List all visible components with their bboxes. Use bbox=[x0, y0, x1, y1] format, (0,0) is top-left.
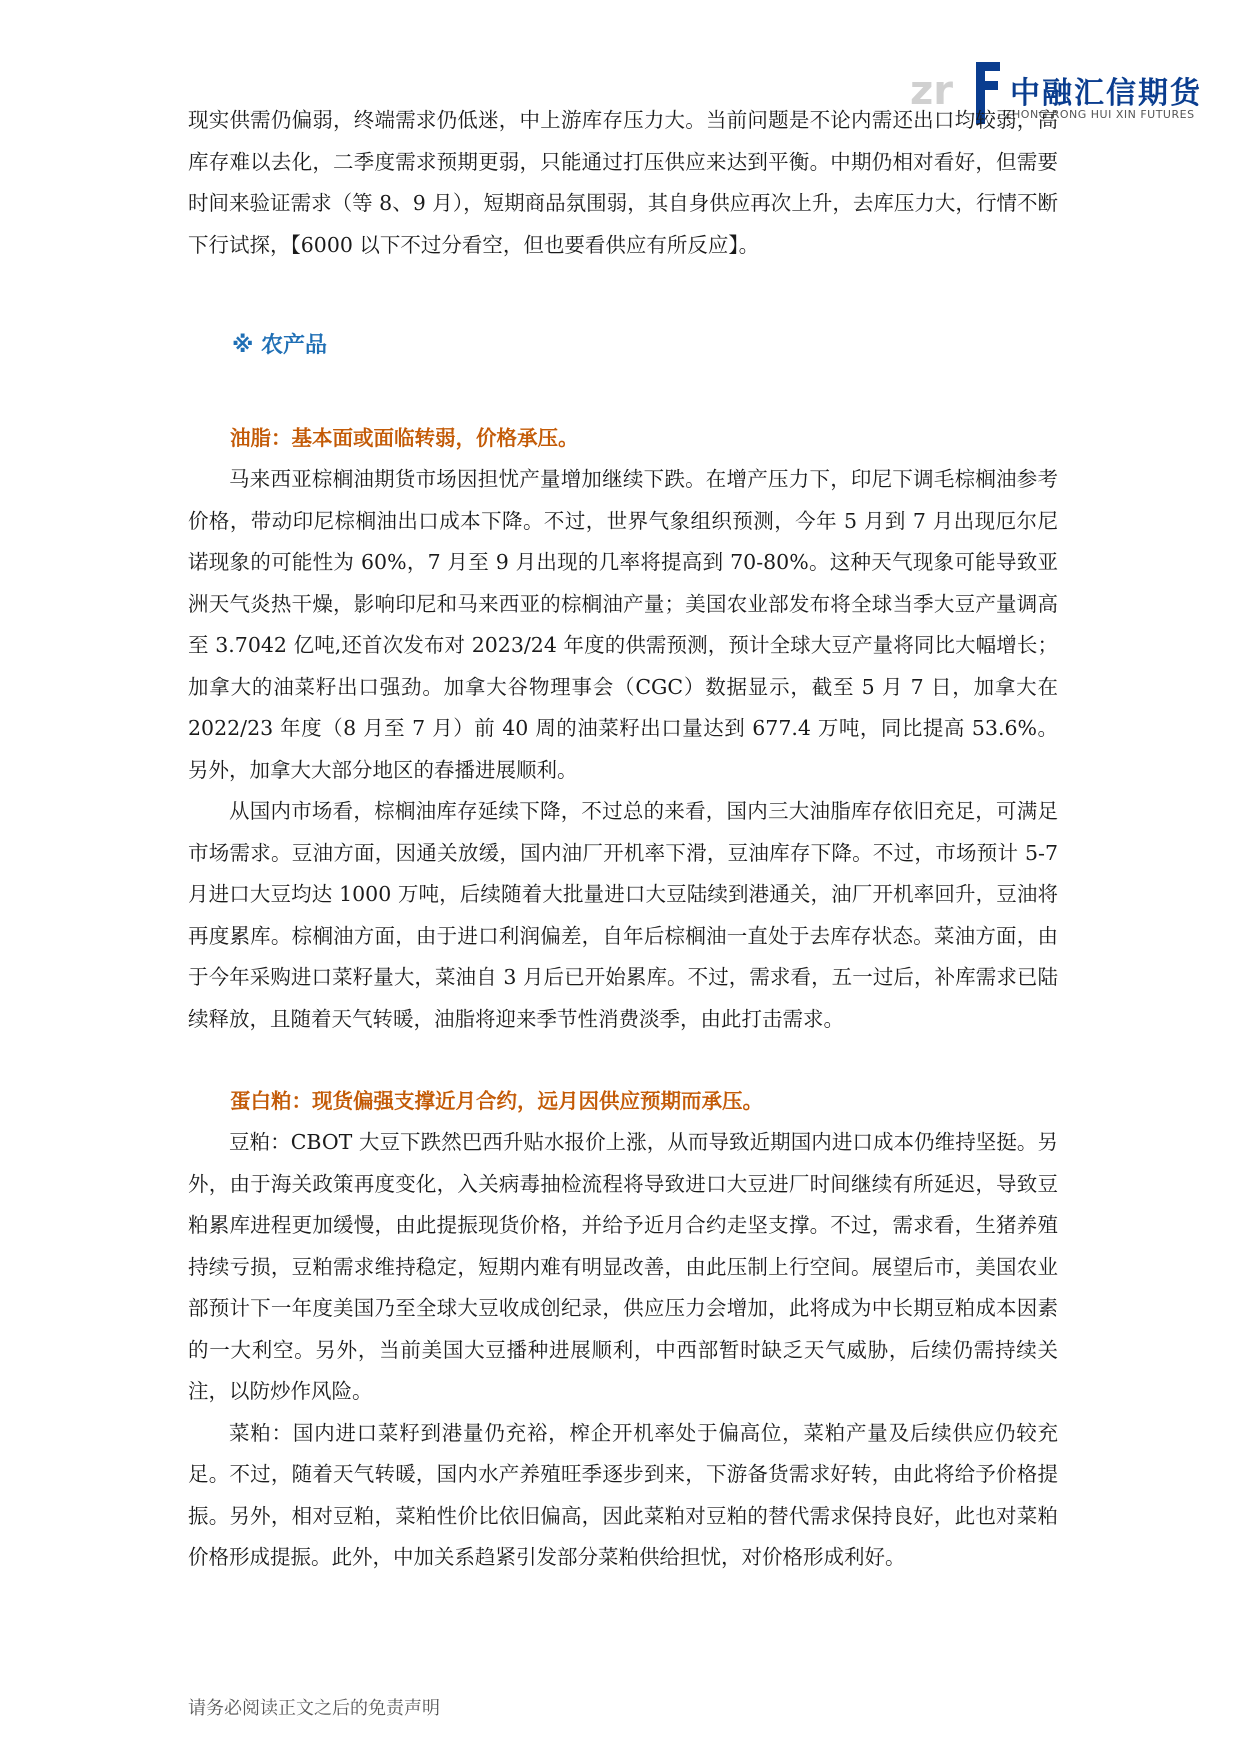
oils-paragraph-2: 从国内市场看，棕榈油库存延续下降，不过总的来看，国内三大油脂库存依旧充足，可满足市场需求。豆油方面，因通关放缓，国内油厂开机率下滑，豆油库存下降。不过，市场预计 5-7 月进口大豆均达 1000 万吨，后续随着大批量进口大豆陆续到港通关，油厂开机率回升，豆油将再度累库。棕榈油方面，由于进口利润偏差，自年后棕榈油一直处于去库存状态。菜油方面，由于今年采购进口菜籽量大，菜油自 3 月后已开始累库。不过，需求看，五一过后，补库需求已陆续释放，且随着天气转暖，油脂将迎来季节性消费淡季，由此打击需求。 bbox=[188, 799, 1058, 1031]
report-body bbox=[188, 100, 1058, 1579]
intro-paragraph: 现实供需仍偏弱，终端需求仍低迷，中上游库存压力大。当前问题是不论内需还出口均较弱，高库存难以去化，二季度需求预期更弱，只能通过打压供应来达到平衡。中期仍相对看好，但需要时间来验证需求（等 8、9 月），短期商品氛围弱，其自身供应再次上升，去库压力大，行情不断下行试探，【6000 以下不过分看空，但也要看供应有所反应】。 bbox=[188, 108, 1058, 257]
footer-disclaimer: 请务必阅读正文之后的免责声明 bbox=[188, 1698, 440, 1719]
logo-mark-text: zr bbox=[910, 68, 954, 114]
logo-cn-text: 中融汇信期货 bbox=[1010, 76, 1202, 111]
oils-paragraph-1: 马来西亚棕榈油期货市场因担忧产量增加继续下跌。在增产压力下，印尼下调毛棕榈油参考价格，带动印尼棕榈油出口成本下降。不过，世界气象组织预测，今年 5 月到 7 月出现厄尔尼诺现象的可能性为 60%，7 月至 9 月出现的几率将提高到 70-80%。这种天气现象可能导致亚洲天气炎热干燥，影响印尼和马来西亚的棕榈油产量；美国农业部发布将全球当季大豆产量调高至 3.7042 亿吨,还首次发布对 2023/24 年度的供需预测，预计全球大豆产量将同比大幅增长；加拿大的油菜籽出口强劲。加拿大谷物理事会（CGC）数据显示，截至 5 月 7 日，加拿大在 2022/23 年度（8 月至 7 月）前 40 周的油菜籽出口量达到 677.4 万吨，同比提高 53.6%。另外，加拿大大部分地区的春播进展顺利。 bbox=[188, 467, 1058, 782]
soymeal-paragraph: 豆粕：CBOT 大豆下跌然巴西升贴水报价上涨，从而导致近期国内进口成本仍维持坚挺。另外，由于海关政策再度变化，入关病毒抽检流程将导致进口大豆进厂时间继续有所延迟，导致豆粕累库进程更加缓慢，由此提振现货价格，并给予近月合约走坚支撑。不过，需求看，生猪养殖持续亏损，豆粕需求维持稳定，短期内难有明显改善，由此压制上行空间。展望后市，美国农业部预计下一年度美国乃至全球大豆收成创纪录，供应压力会增加，此将成为中长期豆粕成本因素的一大利空。另外，当前美国大豆播种进展顺利，中西部暂时缺乏天气威胁，后续仍需持续关注，以防炒作风险。 bbox=[188, 1130, 1058, 1403]
subsection-title-protein-meal: 蛋白粕：现货偏强支撑近月合约，远月因供应预期而承压。 bbox=[230, 1089, 763, 1113]
rapeseed-meal-paragraph: 菜粕：国内进口菜籽到港量仍充裕，榨企开机率处于偏高位，菜粕产量及后续供应仍较充足。不过，随着天气转暖，国内水产养殖旺季逐步到来，下游备货需求好转，由此将给予价格提振。另外，相对豆粕，菜粕性价比依旧偏高，因此菜粕对豆粕的替代需求保持良好，此也对菜粕价格形成提振。此外，中加关系趋紧引发部分菜粕供给担忧，对价格形成利好。 bbox=[188, 1420, 1058, 1569]
section-title-agri: ※ 农产品 bbox=[232, 333, 328, 358]
logo-en-text: ZHONG RONG HUI XIN FUTURES bbox=[1004, 108, 1195, 121]
subsection-title-oils: 油脂：基本面或面临转弱，价格承压。 bbox=[230, 426, 579, 450]
